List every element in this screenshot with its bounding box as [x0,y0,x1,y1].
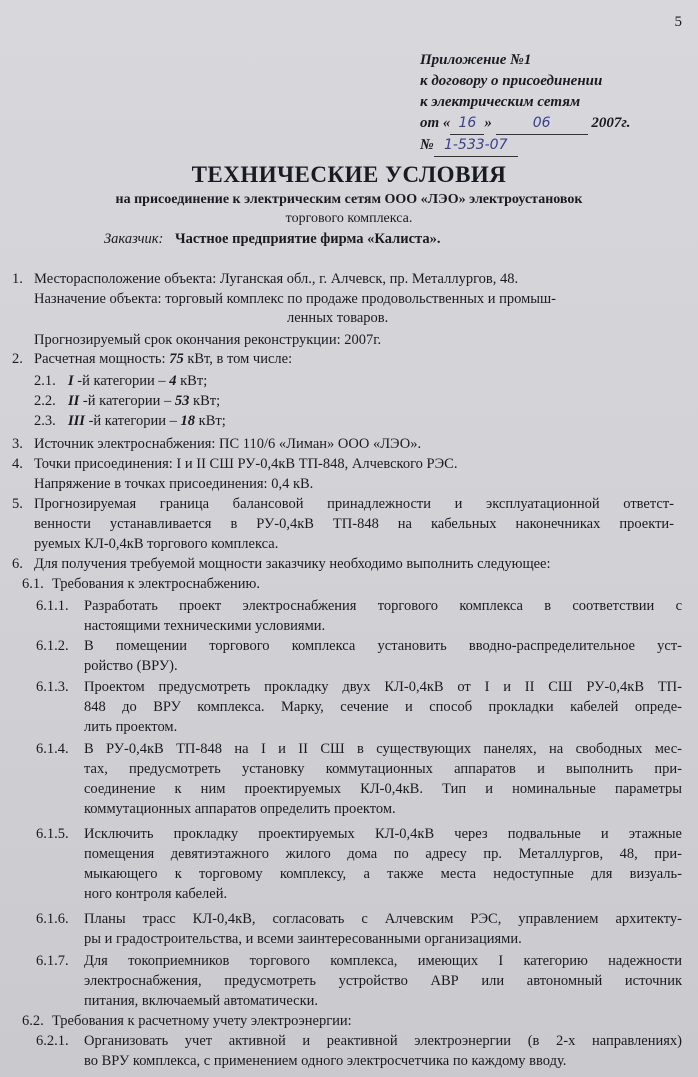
item-number: 6.2. [22,1013,44,1029]
item-text: соединение к ним проектируемых КЛ-0,4кВ. Тип и номинальные параметры [84,781,682,797]
item-text: настоящими техническими условиями. [84,618,326,634]
item-number: 2.3. [34,413,56,429]
item-number: 6.1.3. [36,679,69,695]
date-day: 16 [450,113,484,135]
item-number: 1. [12,271,23,287]
item-text: мыкающего к торговому комплексу, а также места недоступные для визуаль- [84,866,682,882]
item-text: кВт; [189,393,221,409]
item-number: 2.1. [34,373,56,389]
item-text: -й категории – [84,413,181,429]
category: I [68,373,74,389]
category: II [68,393,80,409]
appendix-number [420,135,631,157]
item-number: 6.1.2. [36,638,69,654]
item-number: 3. [12,436,23,452]
item-text: Точки присоединения: I и II СШ РУ-0,4кВ ТП-848, Алчевского РЭС. [34,456,458,472]
appendix-date [420,113,631,135]
item-text: кВт; [195,413,226,429]
item-number: 6.1. [22,576,44,592]
item-text: Месторасположение объекта: Луганская обл., г. Алчевск, пр. Металлургов, 48. [34,271,519,287]
item-number: 6.1.7. [36,953,69,969]
item-text: тах, предусмотреть установку коммутационных аппаратов и выполнить при- [84,761,682,777]
item-text: Проектом предусмотреть прокладку двух КЛ-0,4кВ от I и II СШ РУ-0,4кВ ТП- [84,679,682,695]
item-text: Для получения требуемой мощности заказчику необходимо выполнить следующее: [34,556,551,572]
item-text: Для токоприемников торгового комплекса, имеющих I категорию надежности [84,953,682,969]
item-text: коммутационных аппаратов определить проектом. [84,801,396,817]
item-number: 2.2. [34,393,56,409]
item-text: ры и градостроительства, и всеми заинтересованными организациями. [84,931,522,947]
date-prefix: от « [420,115,451,131]
power-total: 75 [169,351,184,367]
power-value: 18 [180,413,196,429]
document-subtitle-2: торгового комплекса. [285,211,413,226]
item-text: Исключить прокладку проектируемых КЛ-0,4кВ через подвальные и этажные [84,826,682,842]
item-text: питания, включаемый автоматически. [84,993,319,1009]
item-text: во ВРУ комплекса, с применением одного электросчетчика по каждому вводу. [84,1053,567,1069]
appendix-line-1: Приложение №1 [420,52,532,68]
item-text: Прогнозируемый срок окончания реконструкции: 2007г. [34,332,382,348]
document-title: ТЕХНИЧЕСКИЕ УСЛОВИЯ [191,162,507,187]
customer-line [104,231,440,248]
item-text: Требования к электроснабжению. [52,576,260,592]
item-text: -й категории – [79,393,175,409]
number-prefix: № [420,137,434,153]
item-text: кВт, в том числе: [183,351,293,367]
appendix-header [420,50,631,157]
item-number: 6.1.1. [36,598,69,614]
item-number: 6.2.1. [36,1033,69,1049]
item-number: 6.1.4. [36,741,69,757]
item-text: В помещении торгового комплекса установить вводно-распределительное уст- [84,638,682,654]
item-text: Источник электроснабжения: ПС 110/6 «Лиман» ООО «ЛЭО». [34,436,422,452]
page-number: 5 [674,14,682,30]
number-value: 1-533-07 [434,135,518,157]
item-number: 5. [12,496,23,512]
item-text: Напряжение в точках присоединения: 0,4 кВ. [34,476,314,492]
item-text: ного контроля кабелей. [84,886,228,902]
appendix-line-3: к электрическим сетям [420,94,581,110]
date-mid: » [484,115,492,131]
customer-label: Заказчик: [104,231,164,247]
item-text: ройство (ВРУ). [84,658,178,674]
item-number: 4. [12,456,23,472]
customer-value: Частное предприятие фирма «Калиста». [174,231,441,247]
item-text: -й категории – [73,373,170,389]
item-text: Расчетная мощность: [34,351,170,367]
appendix-line-2: к договору о присоединении [420,73,603,89]
item-text: Планы трасс КЛ-0,4кВ, согласовать с Алчевским РЭС, управлением архитекту- [84,911,682,927]
item-text: ленных товаров. [287,310,389,326]
item-text: Назначение объекта: торговый комплекс по продаже продовольственных и промыш- [34,291,556,307]
document-subtitle: на присоединение к электрическим сетям ООО «ЛЭО» электроустановок [115,192,583,207]
item-text: Требования к расчетному учету электроэнергии: [52,1013,352,1029]
item-number: 6.1.5. [36,826,69,842]
date-month: 06 [496,113,588,135]
item-number: 2. [12,351,23,367]
date-year: 2007г. [591,115,631,131]
power-value: 4 [169,373,177,389]
item-text: Прогнозируемая граница балансовой принадлежности и эксплуатационной ответст- [34,496,674,512]
item-text: электроснабжения, предусмотреть устройство АВР или автономный источник [84,973,682,989]
item-text: В РУ-0,4кВ ТП-848 на I и II СШ в существующих панелях, на свободных мес- [84,741,682,757]
item-text: лить проектом. [84,719,178,735]
power-value: 53 [174,393,190,409]
item-text: кВт; [176,373,208,389]
item-text: 848 до ВРУ комплекса. Марку, сечение и способ прокладки кабелей опреде- [84,699,682,715]
item-text: венности устанавливается в РУ-0,4кВ ТП-848 на кабельных наконечниках проекти- [34,516,674,532]
item-number: 6.1.6. [36,911,69,927]
item-text: Организовать учет активной и реактивной электроэнергии (в 2-х направлениях) [84,1033,682,1049]
item-text: Разработать проект электроснабжения торгового комплекса в соответствии с [84,598,682,614]
category: III [68,413,85,429]
item-text: руемых КЛ-0,4кВ торгового комплекса. [34,536,279,552]
item-text: помещения девятиэтажного жилого дома по адресу пр. Металлургов, 48, при- [84,846,682,862]
item-number: 6. [12,556,23,572]
